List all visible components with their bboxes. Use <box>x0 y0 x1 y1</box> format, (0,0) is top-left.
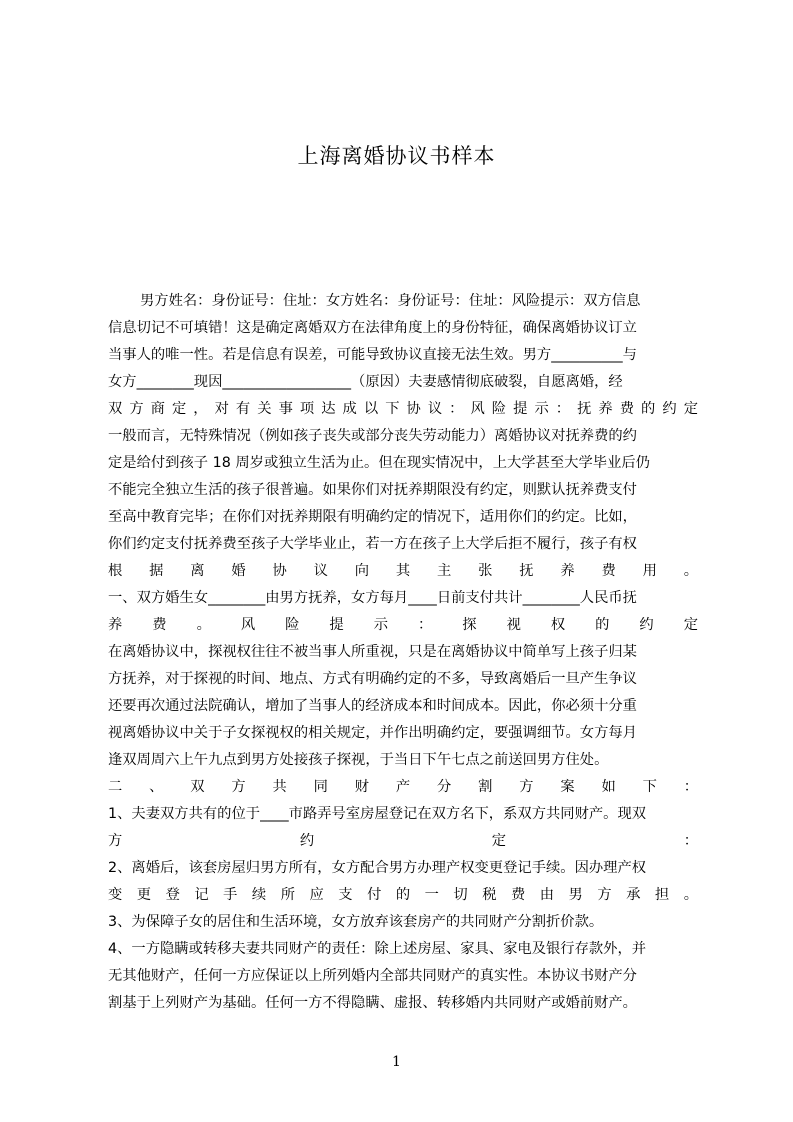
text-line: 根据离婚协议向其主张抚养费用。 <box>108 563 698 579</box>
text-line: 你们约定支付抚养费至孩子大学毕业止，若一方在孩子上大学后拒不履行，孩子有权 <box>108 536 637 552</box>
text-line: 当事人的唯一性。若是信息有误差，可能导致协议直接无法生效。男方__________与 <box>108 347 637 363</box>
text-line: 定是给付到孩子 18 周岁或独立生活为止。但在现实情况中，上大学甚至大学毕业后仍 <box>108 455 650 471</box>
text-line: 视离婚协议中关于子女探视权的相关规定，并作出明确约定，要强调细节。女方每月 <box>108 725 637 741</box>
text-line: 割基于上列财产为基础。任何一方不得隐瞒、虚报、转移婚内共同财产或婚前财产。 <box>108 995 637 1011</box>
text-line: 信息切记不可填错！这是确定离婚双方在法律角度上的身份特征，确保离婚协议订立 <box>108 320 637 336</box>
text-line: 还要再次通过法院确认，增加了当事人的经济成本和时间成本。因此，你必须十分重 <box>108 698 637 714</box>
text-line: 无其他财产，任何一方应保证以上所列婚内全部共同财产的真实性。本协议书财产分 <box>108 968 637 984</box>
text-line: 至高中教育完毕；在你们对抚养期限有明确约定的情况下，适用你们的约定。比如， <box>108 509 637 525</box>
text-line: 1、夫妻双方共有的位于____市路弄号室房屋登记在双方名下，系双方共同财产。现双 <box>108 806 647 822</box>
text-line: 变更登记手续所应支付的一切税费由男方承担。 <box>108 887 698 903</box>
document-title: 上海离婚协议书样本 <box>297 144 496 168</box>
page-number: 1 <box>392 1054 401 1070</box>
text-line: 一般而言，无特殊情况（例如孩子丧失或部分丧失劳动能力）离婚协议对抚养费的约 <box>108 428 637 444</box>
text-line: 4、一方隐瞒或转移夫妻共同财产的责任：除上述房屋、家具、家电及银行存款外，并 <box>108 941 647 957</box>
text-line: 不能完全独立生活的孩子很普遍。如果你们对抚养期限没有约定，则默认抚养费支付 <box>108 482 637 498</box>
text-line: 一、双方婚生女________由男方抚养，女方每月____日前支付共计________人民币抚 <box>108 590 637 606</box>
text-line: 女方________现因__________________（原因）夫妻感情彻底破裂，自愿离婚，经 <box>108 374 623 390</box>
text-line: 方抚养，对于探视的时间、地点、方式有明确约定的不多，导致离婚后一旦产生争议 <box>108 671 637 687</box>
text-line: 方约定： <box>108 833 698 849</box>
document-body <box>108 288 698 1017</box>
text-line: 养费。风险提示：探视权的约定 <box>108 617 698 633</box>
text-line: 男方姓名：身份证号：住址：女方姓名：身份证号：住址：风险提示：双方信息 <box>140 293 641 309</box>
text-line: 在离婚协议中，探视权往往不被当事人所重视，只是在离婚协议中简单写上孩子归某 <box>108 644 637 660</box>
text-line: 逢双周周六上午九点到男方处接孩子探视，于当日下午七点之前送回男方住处。 <box>108 752 609 768</box>
text-line: 3、为保障子女的居住和生活环境，女方放弃该套房产的共同财产分割折价款。 <box>108 914 604 930</box>
text-line: 2、离婚后，该套房屋归男方所有，女方配合男方办理产权变更登记手续。因办理产权 <box>108 860 647 876</box>
text-line: 双方商定，对有关事项达成以下协议：风险提示：抚养费的约定 <box>108 401 698 417</box>
text-line: 二、双方共同财产分割方案如下： <box>108 779 698 795</box>
